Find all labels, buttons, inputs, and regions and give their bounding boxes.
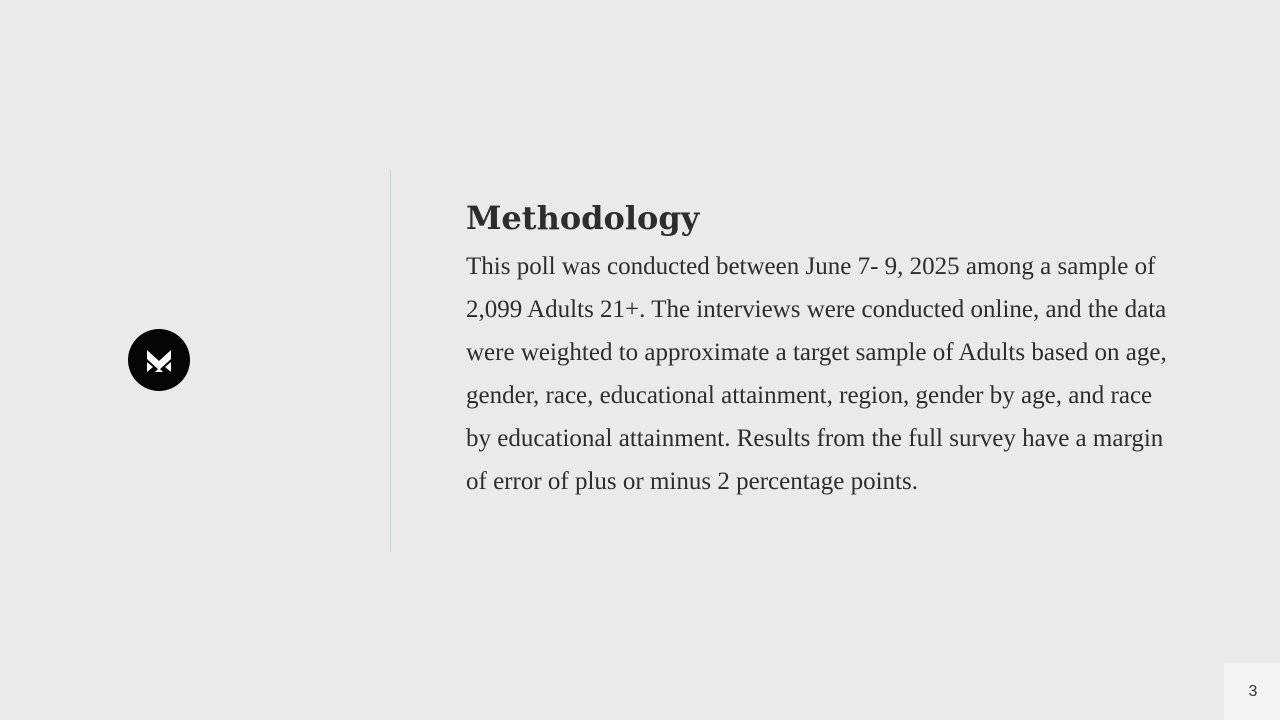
brand-logo bbox=[128, 329, 190, 391]
page-title: Methodology bbox=[466, 199, 700, 237]
page-number: 3 bbox=[1224, 663, 1280, 720]
methodology-section bbox=[466, 196, 1182, 503]
methodology-text: This poll was conducted between June 7- 9, 2025 among a sample of 2,099 Adults 21+. The interviews were conducted online, and the data were weighted to approximate a target sample of Adults based on age, gender, race, educational attainment, region, gender by age, and race by educational attainment. Results from the full survey have a margin of error of plus or minus 2 percentage points. bbox=[466, 253, 1167, 495]
double-chevron-down-icon bbox=[128, 329, 190, 391]
vertical-divider bbox=[390, 170, 391, 552]
